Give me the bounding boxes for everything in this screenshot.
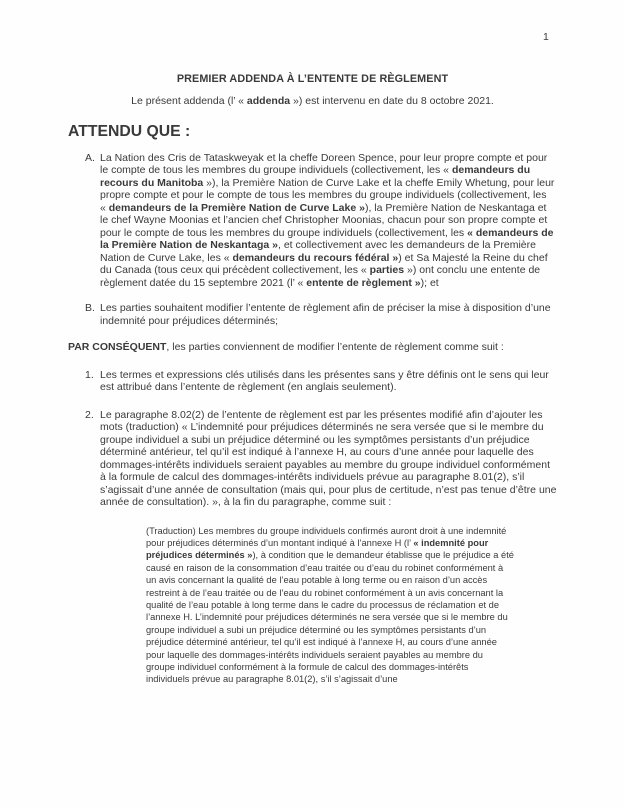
clause-1-text: Les termes et expressions clés utilisés dans les présentes sans y être définis ont le sens qui leur est attribué dans l’entente de règlement (en anglais seulement). — [100, 368, 549, 393]
consequent-paragraph: PAR CONSÉQUENT, les parties conviennent de modifier l’entente de règlement comme suit : — [68, 341, 504, 353]
page-number: 1 — [543, 31, 549, 43]
recital-a — [85, 152, 557, 290]
clause-1 — [85, 369, 557, 394]
document-title: PREMIER ADDENDA À L’ENTENTE DE RÈGLEMENT — [176, 73, 449, 85]
recital-a-text: La Nation des Cris de Tataskweyak et la cheffe Doreen Spence, pour leur propre compte et pour le compte de tous les membres du groupe individuels (collectivement, les « demandeurs du recours du Manitoba »), la Première Nation de Curve Lake et la cheffe Emily Whetung, pour leur propre compte et pour le compte de tous les membres du groupe individuels (collectivement, les « demandeurs de la Première Nation de Curve Lake »), la Première Nation de Neskantaga et le chef Wayne Moonias et l’ancien chef Christopher Moonias, chacun pour son propre compte et pour le compte de tous les membres du groupe individuels (collectivement, les « demandeurs de la Première Nation de Neskantaga », et collectivement avec les demandeurs de la Première Nation de Curve Lake, les « demandeurs du recours fédéral ») et Sa Majesté la Reine du chef du Canada (tous ceux qui précèdent collectivement, les « parties ») ont conclu une entente de règlement datée du 15 septembre 2021 (l’ « entente de règlement »); et — [100, 151, 555, 289]
quoted-translation-paragraph: (Traduction) Les membres du groupe individuels confirmés auront droit à une indemnité pour préjudices déterminés d’un montant indiqué à l’annexe H (l’ « indemnité pour préjudices déterminés »), à condition que le demandeur établisse que le préjudice a été causé en raison de la consommation d’eau traitée ou d’eau du robinet conformément à un avis concernant la qualité de l’eau potable à long terme ou en raison d’un accès restreint à de l’eau traitée ou de l’eau du robinet conformément à un avis concernant la qualité de l’eau potable à long terme dans le cadre du processus de réclamation et de l’annexe H. L’indemnité pour préjudices déterminés ne sera versée que si le membre du groupe individuel a subi un préjudice déterminé ou les symptômes persistants d’un préjudice déterminé antérieur, tel qu’il est indiqué à l’annexe H, au cours d’une année pour laquelle des dommages-intérêts individuels seraient payables au membre du groupe individuel conformément à la formule de calcul des dommages-intérêts individuels prévue au paragraphe 8.01(2), s’il s’agissait d’une — [146, 525, 514, 685]
recital-b — [85, 302, 557, 327]
recital-a-marker: A. — [85, 151, 95, 164]
recital-b-marker: B. — [85, 302, 95, 314]
clause-2-marker: 2. — [85, 408, 94, 421]
recital-b-text: Les parties souhaitent modifier l’entente de règlement afin de préciser la mise à disposition d’une indemnité pour préjudices déterminés; — [100, 302, 551, 327]
clause-1-marker: 1. — [85, 368, 94, 381]
clause-2-text: Le paragraphe 8.02(2) de l’entente de règlement est par les présentes modifié afin d’ajouter les mots (traduction) « L’indemnité pour préjudices déterminés ne sera versée que si le membre du groupe individuel a subi un préjudice déterminé ou les symptômes persistants d’un préjudice déterminé antérieur, tel qu’il est indiqué à l’annexe H, au cours d’une année pour laquelle des dommages-intérêts individuels seraient payables au membre du groupe individuel conformément à la formule de calcul des dommages-intérêts individuels prévue au paragraphe 8.01(2), s’il s’agissait d’une année de consultation (mais qui, pour plus de certitude, n’est pas tenue d’être une année de consultation). », à la fin du paragraphe, comme suit : — [100, 408, 557, 508]
clause-2 — [85, 409, 557, 509]
attendu-heading: ATTENDU QUE : — [68, 123, 191, 140]
document-intro: Le présent addenda (l’ « addenda ») est intervenu en date du 8 octobre 2021. — [131, 94, 494, 107]
